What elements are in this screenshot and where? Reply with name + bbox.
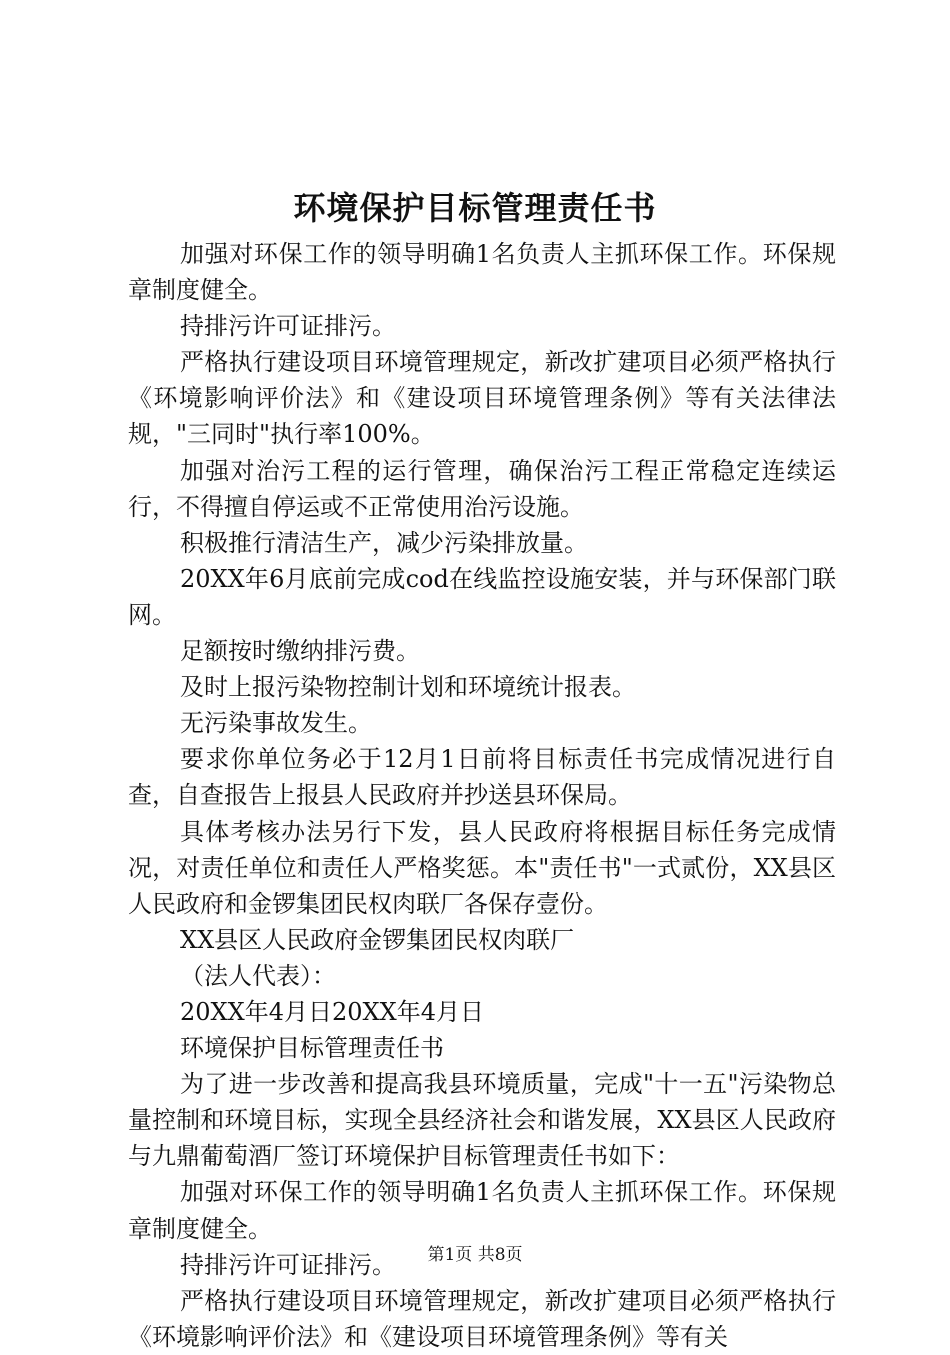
legal-representative-line: （法人代表）： [180,961,336,990]
paragraph: 及时上报污染物控制计划和环境统计报表。 [180,673,636,702]
paragraph: 持排污许可证排污。 [180,1250,396,1279]
paragraph: 持排污许可证排污。 [180,312,396,341]
document-body [128,236,836,1355]
paragraph: 加强对治污工程的运行管理，确保治污工程正常稳定连续运行，不得擅自停运或不正常使用治污设施。 [128,456,836,521]
paragraph: 为了进一步改善和提高我县环境质量，完成"十一五"污染物总量控制和环境目标，实现全县经济社会和谐发展，XX县区人民政府与九鼎葡萄酒厂签订环境保护目标管理责任书如下： [128,1070,836,1171]
paragraph: 要求你单位务必于12月1日前将目标责任书完成情况进行自查，自查报告上报县人民政府并抄送县环保局。 [128,745,836,810]
paragraph: 无污染事故发生。 [180,709,372,738]
page-number-footer: 第1页 共8页 [427,1245,523,1265]
section-heading: 环境保护目标管理责任书 [180,1034,444,1063]
paragraph: 积极推行清洁生产，减少污染排放量。 [180,528,588,557]
document-title: 环境保护目标管理责任书 [293,189,657,227]
paragraph: 加强对环保工作的领导明确1名负责人主抓环保工作。环保规章制度健全。 [128,1178,836,1243]
paragraph: 足额按时缴纳排污费。 [180,637,420,666]
paragraph: 20XX年6月底前完成cod在线监控设施安装，并与环保部门联网。 [128,564,836,629]
paragraph: 严格执行建设项目环境管理规定，新改扩建项目必须严格执行《环境影响评价法》和《建设项目环境管理条例》等有关 [128,1286,836,1351]
signatory-line: XX县区人民政府金锣集团民权肉联厂 [180,925,575,954]
paragraph: 严格执行建设项目环境管理规定，新改扩建项目必须严格执行《环境影响评价法》和《建设项目环境管理条例》等有关法律法规，"三同时"执行率100%。 [128,348,836,449]
date-line: 20XX年4月日20XX年4月日 [180,997,484,1026]
paragraph: 具体考核办法另行下发，县人民政府将根据目标任务完成情况，对责任单位和责任人严格奖惩。本"责任书"一式贰份，XX县区人民政府和金锣集团民权肉联厂各保存壹份。 [128,817,836,918]
paragraph: 加强对环保工作的领导明确1名负责人主抓环保工作。环保规章制度健全。 [128,240,836,305]
